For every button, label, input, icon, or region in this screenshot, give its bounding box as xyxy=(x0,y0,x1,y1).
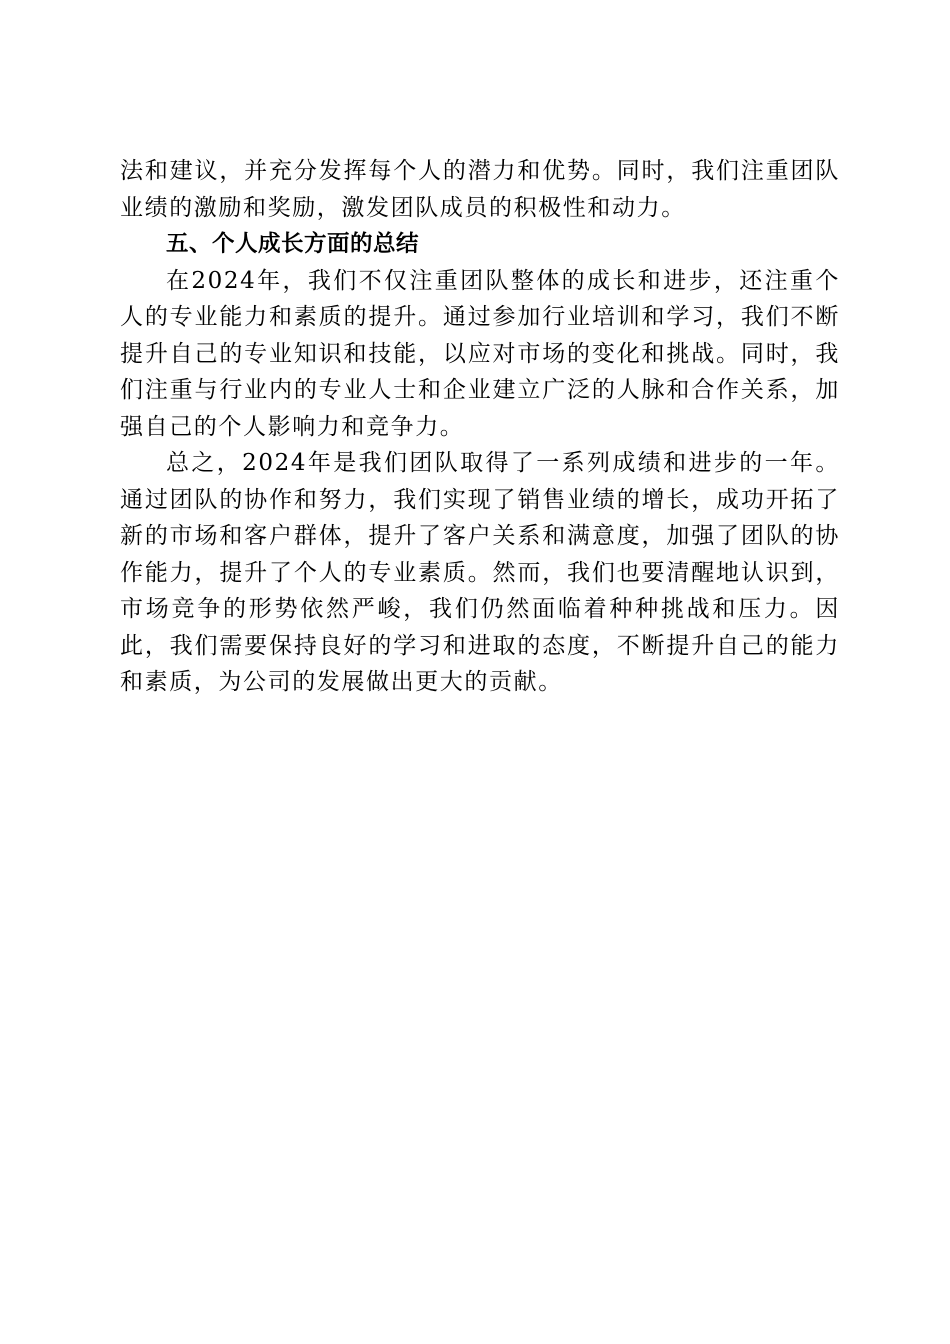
paragraph-conclusion: 总之，2024年是我们团队取得了一系列成绩和进步的一年。通过团队的协作和努力，我们实现了销售业绩的增长，成功开拓了新的市场和客户群体，提升了客户关系和满意度，加强了团队的协作能力，提升了个人的专业素质。然而，我们也要清醒地认识到，市场竞争的形势依然严峻，我们仍然面临着种种挑战和压力。因此，我们需要保持良好的学习和进取的态度，不断提升自己的能力和素质，为公司的发展做出更大的贡献。 xyxy=(120,450,840,695)
document-body xyxy=(120,153,840,701)
section-heading: 五、个人成长方面的总结 xyxy=(166,231,420,257)
paragraph-personal-growth: 在2024年，我们不仅注重团队整体的成长和进步，还注重个人的专业能力和素质的提升。通过参加行业培训和学习，我们不断提升自己的专业知识和技能，以应对市场的变化和挑战。同时，我们注重与行业内的专业人士和企业建立广泛的人脉和合作关系，加强自己的个人影响力和竞争力。 xyxy=(120,267,840,440)
paragraph-continued: 法和建议，并充分发挥每个人的潜力和优势。同时，我们注重团队业绩的激励和奖励，激发团队成员的积极性和动力。 xyxy=(120,158,840,221)
